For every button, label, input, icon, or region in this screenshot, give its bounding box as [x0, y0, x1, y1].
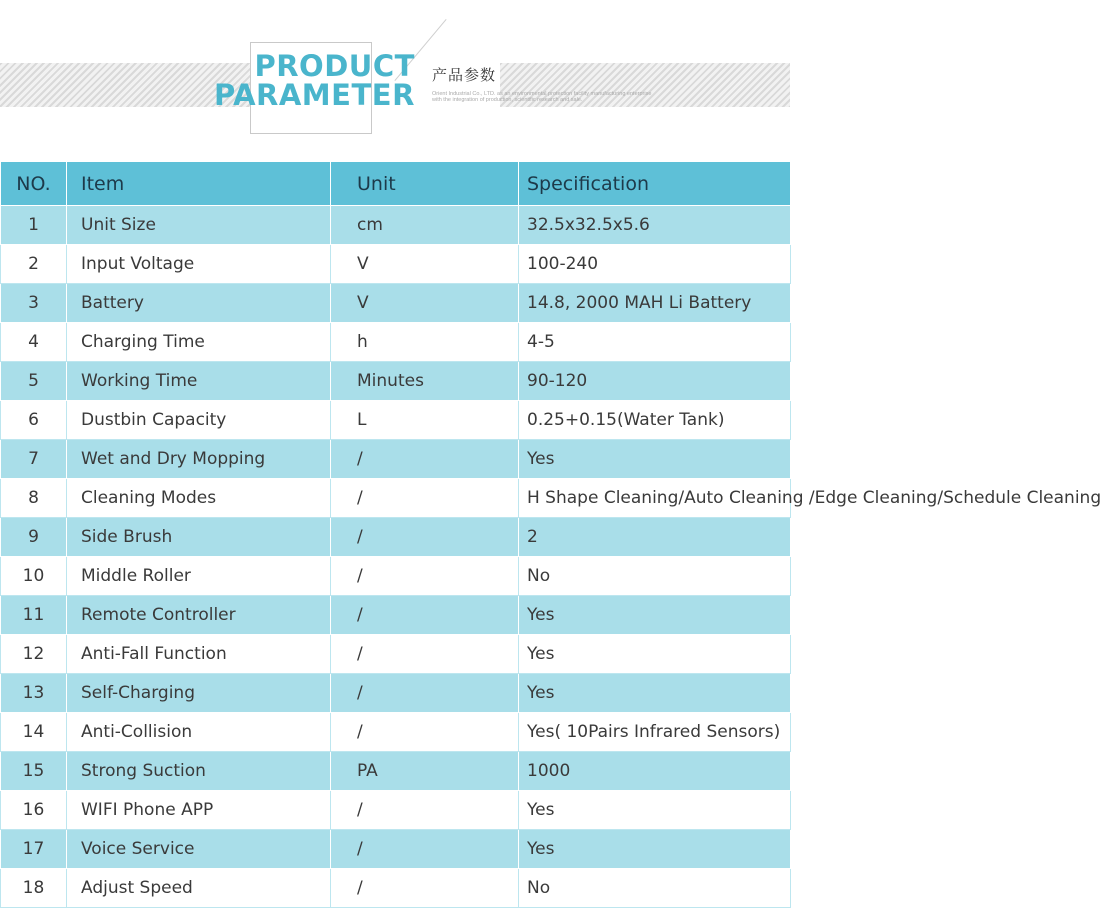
parameter-table [0, 161, 1101, 908]
row-specification: Yes [519, 830, 791, 869]
row-specification: 2 [519, 518, 791, 557]
row-number: 15 [1, 752, 67, 791]
table-row [1, 752, 791, 791]
row-item: Working Time [67, 362, 331, 401]
table-row [1, 440, 791, 479]
row-unit: cm [331, 206, 519, 245]
header-item: Item [67, 162, 331, 206]
table-row [1, 674, 791, 713]
row-unit: h [331, 323, 519, 362]
row-number: 4 [1, 323, 67, 362]
page-title [214, 49, 415, 112]
row-item: WIFI Phone APP [67, 791, 331, 830]
table-row [1, 557, 791, 596]
table-row [1, 362, 791, 401]
table-row [1, 713, 791, 752]
row-item: Charging Time [67, 323, 331, 362]
row-unit: / [331, 635, 519, 674]
row-unit: / [331, 518, 519, 557]
row-unit: / [331, 791, 519, 830]
row-specification: 4-5 [519, 323, 791, 362]
row-specification: 100-240 [519, 245, 791, 284]
row-specification: Yes [519, 674, 791, 713]
row-item: Voice Service [67, 830, 331, 869]
row-item: Middle Roller [67, 557, 331, 596]
header-specification: Specification [519, 162, 791, 206]
row-unit: / [331, 557, 519, 596]
row-specification: Yes [519, 596, 791, 635]
row-unit: Minutes [331, 362, 519, 401]
header-no: NO. [1, 162, 67, 206]
row-number: 10 [1, 557, 67, 596]
row-item: Anti-Collision [67, 713, 331, 752]
row-item: Cleaning Modes [67, 479, 331, 518]
row-number: 7 [1, 440, 67, 479]
row-unit: / [331, 830, 519, 869]
table-row [1, 401, 791, 440]
table-row [1, 479, 791, 518]
row-number: 2 [1, 245, 67, 284]
row-specification: Yes [519, 440, 791, 479]
row-item: Side Brush [67, 518, 331, 557]
row-number: 14 [1, 713, 67, 752]
row-unit: / [331, 596, 519, 635]
row-unit: V [331, 284, 519, 323]
row-number: 1 [1, 206, 67, 245]
table-row [1, 596, 791, 635]
row-item: Self-Charging [67, 674, 331, 713]
row-specification: 0.25+0.15(Water Tank) [519, 401, 791, 440]
header-stripe-left [0, 63, 250, 107]
row-item: Battery [67, 284, 331, 323]
row-unit: / [331, 440, 519, 479]
row-specification: No [519, 557, 791, 596]
table-row [1, 518, 791, 557]
table-row [1, 869, 791, 908]
row-item: Strong Suction [67, 752, 331, 791]
row-specification: Yes( 10Pairs Infrared Sensors) [519, 713, 791, 752]
row-number: 17 [1, 830, 67, 869]
row-number: 12 [1, 635, 67, 674]
row-unit: PA [331, 752, 519, 791]
table-row [1, 323, 791, 362]
row-number: 13 [1, 674, 67, 713]
row-unit: V [331, 245, 519, 284]
chinese-title: 产品参数 [432, 66, 497, 84]
row-item: Remote Controller [67, 596, 331, 635]
row-specification: 14.8, 2000 MAH Li Battery [519, 284, 791, 323]
row-item: Input Voltage [67, 245, 331, 284]
row-unit: L [331, 401, 519, 440]
row-specification: Yes [519, 791, 791, 830]
row-item: Adjust Speed [67, 869, 331, 908]
row-number: 5 [1, 362, 67, 401]
row-unit: / [331, 479, 519, 518]
title-line-parameter: PARAMETER [214, 78, 415, 112]
row-item: Wet and Dry Mopping [67, 440, 331, 479]
row-item: Anti-Fall Function [67, 635, 331, 674]
company-tagline: Orient Industrial Co., LTD. as an environmental protection facility manufacturing enterprise with the integration of production, scientific research and sale. [432, 91, 652, 103]
row-item: Dustbin Capacity [67, 401, 331, 440]
table-row [1, 206, 791, 245]
row-specification: H Shape Cleaning/Auto Cleaning /Edge Cleaning/Schedule Cleaning [519, 479, 791, 518]
title-line-product: PRODUCT [254, 49, 415, 83]
table-row [1, 635, 791, 674]
row-number: 16 [1, 791, 67, 830]
row-number: 3 [1, 284, 67, 323]
row-specification: 90-120 [519, 362, 791, 401]
row-number: 18 [1, 869, 67, 908]
row-specification: No [519, 869, 791, 908]
row-number: 9 [1, 518, 67, 557]
table-row [1, 245, 791, 284]
row-specification: Yes [519, 635, 791, 674]
table-row [1, 791, 791, 830]
table-header-row [1, 162, 791, 206]
row-number: 11 [1, 596, 67, 635]
row-unit: / [331, 713, 519, 752]
page-header [0, 0, 790, 160]
row-item: Unit Size [67, 206, 331, 245]
row-unit: / [331, 869, 519, 908]
header-unit: Unit [331, 162, 519, 206]
row-number: 8 [1, 479, 67, 518]
row-specification: 1000 [519, 752, 791, 791]
row-specification: 32.5x32.5x5.6 [519, 206, 791, 245]
row-number: 6 [1, 401, 67, 440]
row-unit: / [331, 674, 519, 713]
table-row [1, 830, 791, 869]
table-row [1, 284, 791, 323]
